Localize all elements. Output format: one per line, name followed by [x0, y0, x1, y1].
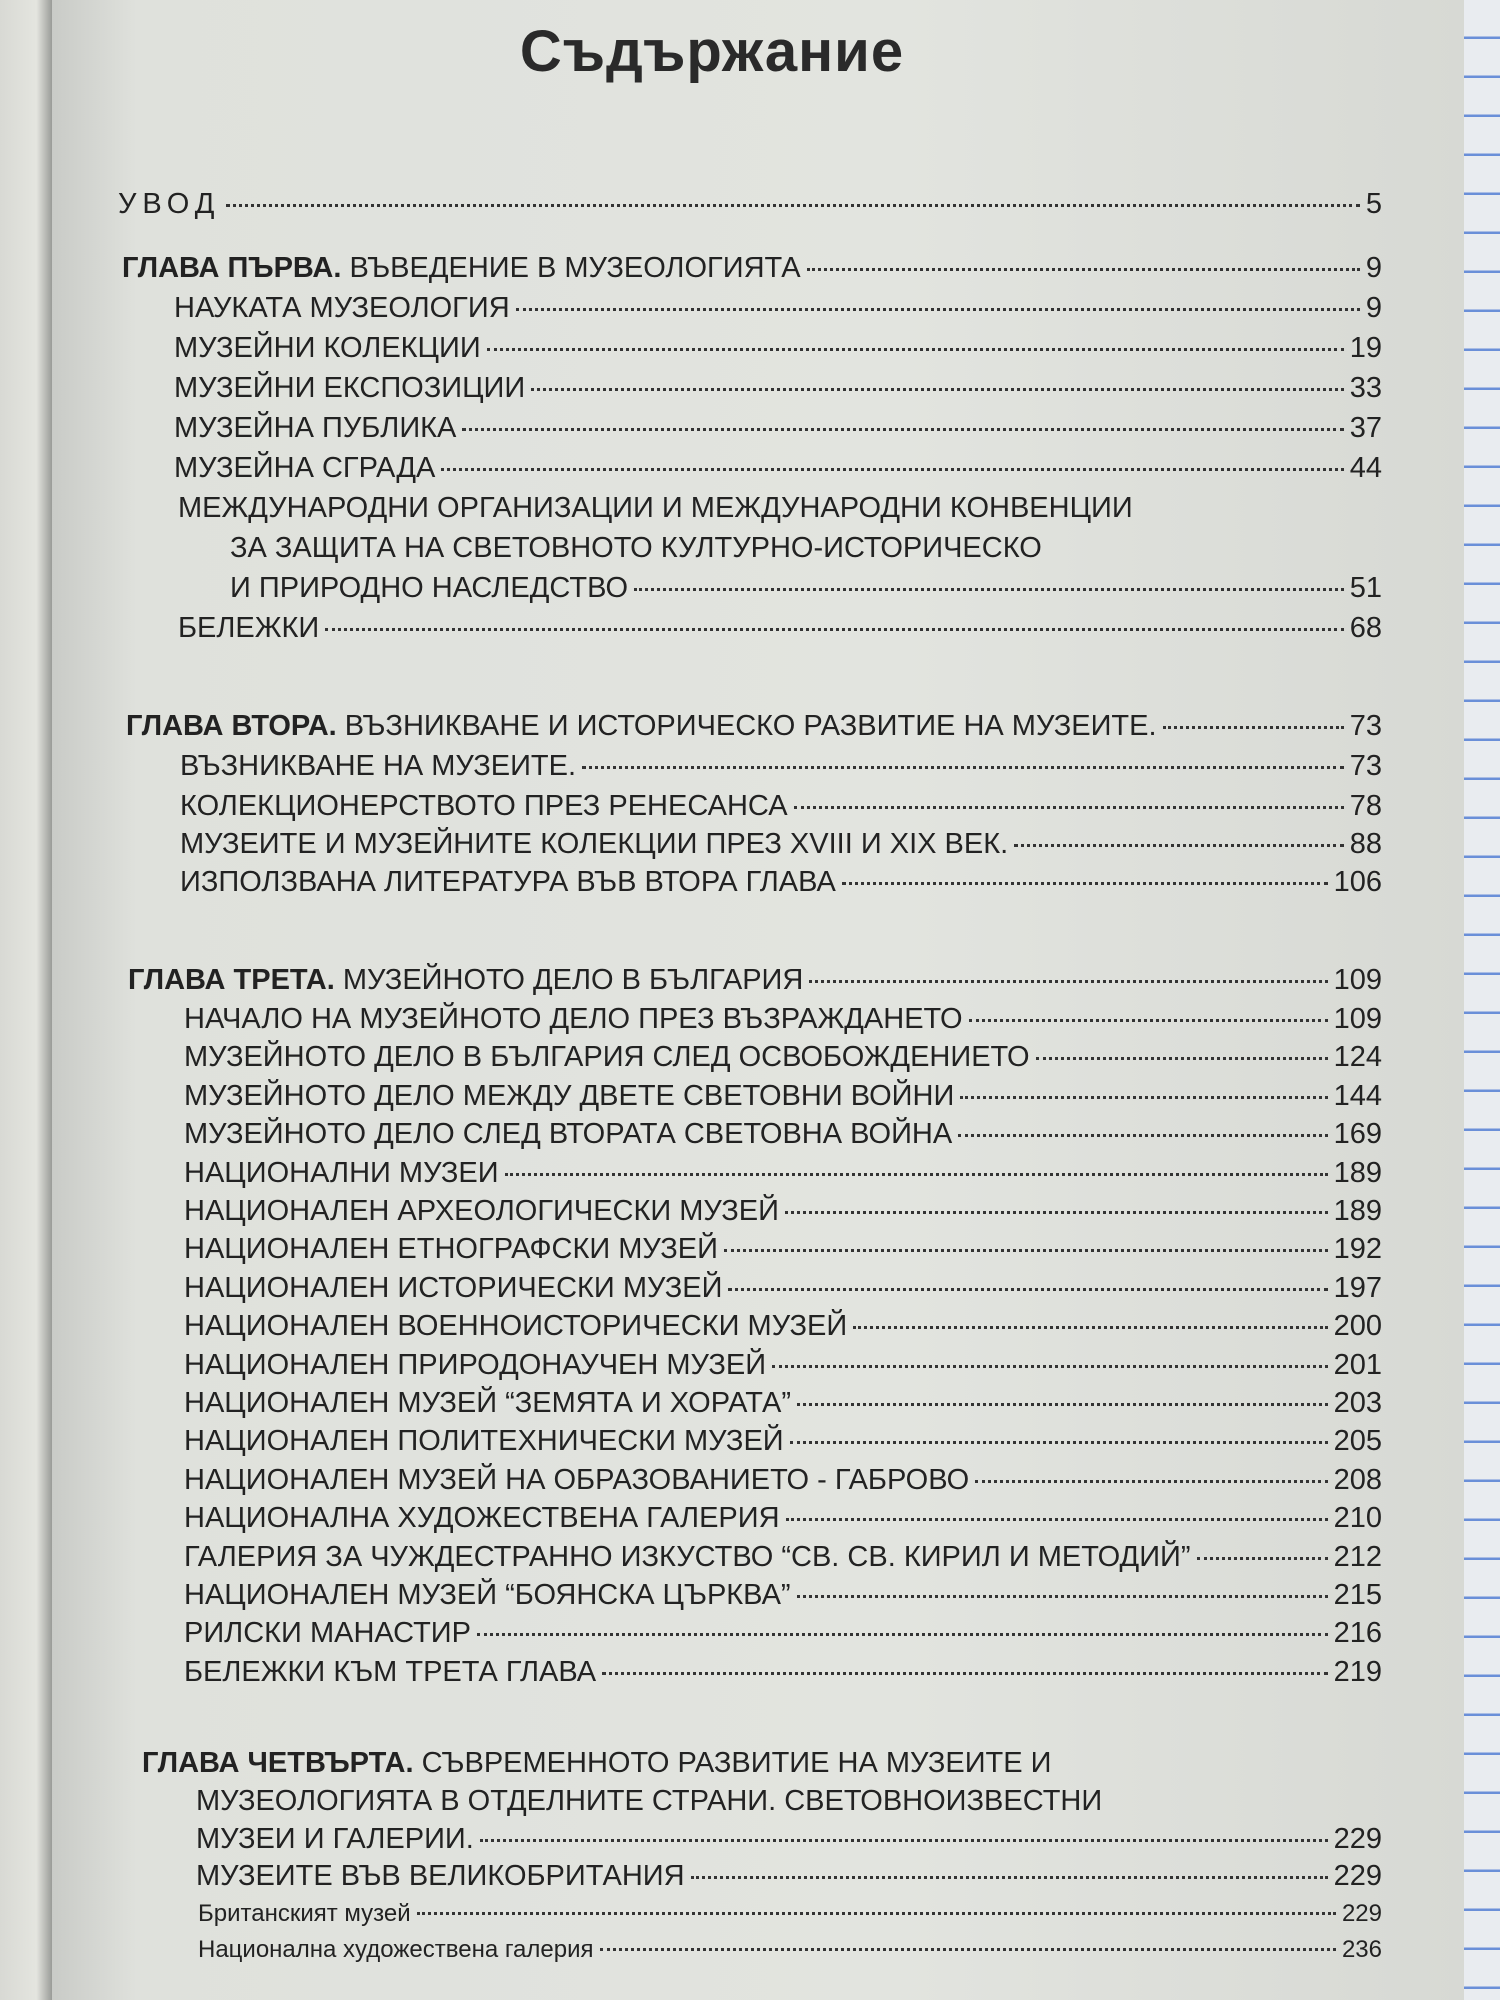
page-number: 229: [1333, 1860, 1382, 1892]
chapter-2-heading: [126, 708, 1382, 744]
dot-leader: [958, 1134, 1327, 1137]
page-number: 229: [1341, 1900, 1382, 1927]
dot-leader: [226, 204, 1359, 207]
dot-leader: [477, 1633, 1328, 1636]
toc-entry: [184, 1423, 1382, 1459]
chapter-number: ГЛАВА ВТОРА.: [126, 710, 337, 742]
page-number: 124: [1333, 1041, 1382, 1074]
entry-label: РИЛСКИ МАНАСТИР: [184, 1617, 471, 1650]
toc-entry: [184, 1347, 1382, 1383]
entry-label: Национална художествена галерия: [198, 1936, 594, 1963]
entry-label: МУЗЕЙНА СГРАДА: [174, 452, 436, 484]
entry-label: НАЦИОНАЛЕН МУЗЕЙ “ЗЕМЯТА И ХОРАТА”: [184, 1387, 791, 1419]
toc-entry: [184, 1078, 1382, 1114]
page-number: 208: [1333, 1463, 1382, 1496]
entry-label: НАЦИОНАЛЕН ЕТНОГРАФСКИ МУЗЕЙ: [184, 1233, 718, 1266]
toc-entry: [184, 1615, 1382, 1651]
entry-label: МУЗЕИ И ГАЛЕРИИ.: [196, 1823, 474, 1855]
dot-leader: [785, 1211, 1328, 1214]
page-number: 192: [1333, 1233, 1382, 1266]
toc-entry: [174, 450, 1382, 486]
dot-leader: [790, 1441, 1328, 1444]
entry-label: И ПРИРОДНО НАСЛЕДСТВО: [230, 572, 629, 604]
page-number: 9: [1365, 292, 1382, 324]
page-number: 212: [1333, 1540, 1382, 1573]
page-number: 215: [1333, 1579, 1382, 1611]
entry-label: УВОД: [118, 188, 221, 220]
toc-entry: [196, 1783, 1446, 1819]
toc-entry: [184, 1577, 1382, 1613]
chapter-number: ГЛАВА ЧЕТВЪРТА.: [142, 1747, 414, 1779]
toc-page: [52, 0, 1464, 2000]
toc-entry: [184, 1193, 1382, 1229]
dot-leader: [724, 1249, 1328, 1252]
page-number: 216: [1333, 1617, 1382, 1650]
entry-label: НАЦИОНАЛЕН ВОЕННОИСТОРИЧЕСКИ МУЗЕЙ: [184, 1310, 848, 1343]
page-number: 73: [1349, 750, 1382, 782]
dot-leader: [809, 980, 1327, 983]
chapter-title: СЪВРЕМЕННОТО РАЗВИТИЕ НА МУЗЕИТЕ И: [413, 1747, 1052, 1779]
entry-label: МУЗЕЙНОТО ДЕЛО МЕЖДУ ДВЕТЕ СВЕТОВНИ ВОЙНИ: [184, 1079, 955, 1112]
dot-leader: [807, 268, 1360, 271]
page-number: 189: [1333, 1195, 1382, 1227]
page-number: 200: [1333, 1310, 1382, 1343]
dot-leader: [691, 1876, 1328, 1879]
toc-entry: [184, 1462, 1382, 1498]
toc-entry: [196, 1858, 1382, 1894]
dot-leader: [462, 428, 1343, 431]
page-title: Съдържание: [519, 19, 905, 84]
toc-entry: [184, 1155, 1382, 1191]
entry-label: НАЦИОНАЛНИ МУЗЕИ: [184, 1156, 499, 1189]
toc-entry: [184, 1500, 1382, 1536]
entry-label: ЗА ЗАЩИТА НА СВЕТОВНОТО КУЛТУРНО-ИСТОРИЧЕСКО: [230, 532, 1042, 564]
entry-label: ГАЛЕРИЯ ЗА ЧУЖДЕСТРАННО ИЗКУСТВО “СВ. СВ. КИРИЛ И МЕТОДИЙ”: [184, 1540, 1191, 1573]
toc-entry: [180, 748, 1382, 784]
entry-label: НАЦИОНАЛЕН МУЗЕЙ “БОЯНСКА ЦЪРКВА”: [184, 1579, 791, 1611]
toc-entry: [198, 1896, 1382, 1932]
toc-entry: [230, 570, 1382, 606]
entry-label: МУЗЕЙНОТО ДЕЛО В БЪЛГАРИЯ СЛЕД ОСВОБОЖДЕНИЕТО: [184, 1041, 1030, 1074]
dot-leader: [794, 806, 1344, 809]
toc-entry: [184, 1116, 1382, 1152]
toc-entry: [178, 490, 1428, 526]
dot-leader: [634, 588, 1344, 591]
page-number: 19: [1349, 332, 1382, 364]
chapter-heading: [142, 1745, 1052, 1781]
dot-leader: [969, 1019, 1328, 1022]
dot-leader: [975, 1480, 1327, 1483]
dot-leader: [602, 1672, 1328, 1675]
page-number: 106: [1333, 866, 1382, 898]
page-number: 68: [1349, 612, 1382, 644]
toc-entry: [174, 410, 1382, 446]
toc-entry: [184, 1270, 1382, 1306]
entry-label: НАЦИОНАЛЕН ИСТОРИЧЕСКИ МУЗЕЙ: [184, 1271, 723, 1304]
page-number: 9: [1365, 252, 1382, 284]
chapter-heading: [126, 708, 1157, 744]
page-number: 169: [1333, 1118, 1382, 1151]
entry-label: Британският музей: [198, 1900, 411, 1927]
dot-leader: [1036, 1057, 1328, 1060]
toc-entry: [230, 530, 1480, 566]
toc-entry: [184, 1654, 1382, 1690]
toc-intro: [118, 186, 1382, 222]
dot-leader: [853, 1326, 1327, 1329]
chapter-title: МУЗЕЙНОТО ДЕЛО В БЪЛГАРИЯ: [334, 964, 804, 996]
page-number: 78: [1349, 790, 1382, 822]
page-number: 37: [1349, 412, 1382, 444]
dot-leader: [516, 308, 1360, 311]
entry-label: НАЦИОНАЛЕН ПРИРОДОНАУЧЕН МУЗЕЙ: [184, 1348, 767, 1381]
dot-leader: [531, 388, 1343, 391]
entry-label: МУЗЕОЛОГИЯТА В ОТДЕЛНИТЕ СТРАНИ. СВЕТОВНОИЗВЕСТНИ: [196, 1785, 1103, 1817]
chapter-1-heading: [122, 250, 1382, 286]
toc-entry: [180, 864, 1382, 900]
notebook-edge: [1464, 0, 1500, 2000]
page-number: 109: [1333, 964, 1382, 996]
entry-label: БЕЛЕЖКИ КЪМ ТРЕТА ГЛАВА: [184, 1655, 597, 1688]
dot-leader: [600, 1948, 1336, 1951]
toc-entry: [180, 826, 1382, 862]
page-number: 197: [1333, 1271, 1382, 1304]
page-number: 205: [1333, 1425, 1382, 1458]
page-number: 201: [1333, 1348, 1382, 1381]
entry-label: МУЗЕИТЕ ВЪВ ВЕЛИКОБРИТАНИЯ: [196, 1860, 685, 1892]
page-number: 88: [1349, 828, 1382, 860]
entry-label: КОЛЕКЦИОНЕРСТВОТО ПРЕЗ РЕНЕСАНСА: [180, 790, 788, 822]
dot-leader: [1197, 1557, 1328, 1560]
toc-entry: [198, 1932, 1382, 1968]
toc-entry: [184, 1231, 1382, 1267]
entry-label: ВЪЗНИКВАНЕ НА МУЗЕИТЕ.: [180, 750, 577, 782]
page-number: 210: [1333, 1502, 1382, 1535]
dot-leader: [786, 1518, 1328, 1521]
toc-entry: [184, 1385, 1382, 1421]
toc-entry: [174, 290, 1382, 326]
entry-label: МУЗЕЙНА ПУБЛИКА: [174, 412, 457, 444]
toc-entry: [174, 330, 1382, 366]
toc-entry: [184, 1539, 1382, 1575]
page-number: 229: [1333, 1823, 1382, 1855]
entry-label: МУЗЕЙНИ КОЛЕКЦИИ: [174, 332, 481, 364]
page-number: 51: [1349, 572, 1382, 604]
dot-leader: [325, 628, 1343, 631]
entry-label: МУЗЕЙНИ ЕКСПОЗИЦИИ: [174, 372, 526, 404]
page-number: 44: [1349, 452, 1382, 484]
toc-entry: [184, 1039, 1382, 1075]
entry-label: НАЦИОНАЛЕН МУЗЕЙ НА ОБРАЗОВАНИЕТО - ГАБРОВО: [184, 1463, 970, 1496]
page-number: 236: [1341, 1936, 1382, 1963]
chapter-4-heading: [142, 1745, 1392, 1781]
adjacent-page-edge: [0, 0, 52, 2000]
toc-entry: [180, 788, 1382, 824]
dot-leader: [960, 1096, 1327, 1099]
toc-entry: [178, 610, 1382, 646]
dot-leader: [772, 1365, 1328, 1368]
dot-leader: [1014, 844, 1344, 847]
page-number: 5: [1365, 188, 1382, 220]
chapter-title: ВЪВЕДЕНИЕ В МУЗЕОЛОГИЯТА: [341, 252, 801, 284]
chapter-heading: [128, 962, 803, 998]
entry-label: НАЧАЛО НА МУЗЕЙНОТО ДЕЛО ПРЕЗ ВЪЗРАЖДАНЕТО: [184, 1003, 963, 1035]
toc-entry: [184, 1001, 1382, 1037]
dot-leader: [728, 1288, 1327, 1291]
toc-entry: [184, 1308, 1382, 1344]
dot-leader: [487, 348, 1344, 351]
dot-leader: [1163, 726, 1344, 729]
dot-leader: [441, 468, 1343, 471]
entry-label: НАЦИОНАЛЕН АРХЕОЛОГИЧЕСКИ МУЗЕЙ: [184, 1195, 779, 1227]
page-number: 33: [1349, 372, 1382, 404]
chapter-3-heading: [128, 962, 1382, 998]
entry-label: БЕЛЕЖКИ: [178, 612, 320, 644]
page-number: 109: [1333, 1003, 1382, 1035]
entry-label: НАЦИОНАЛЕН ПОЛИТЕХНИЧЕСКИ МУЗЕЙ: [184, 1425, 784, 1458]
toc-entry: [196, 1821, 1382, 1857]
entry-label: МЕЖДУНАРОДНИ ОРГАНИЗАЦИИ И МЕЖДУНАРОДНИ КОНВЕНЦИИ: [178, 492, 1133, 524]
toc-entry: [174, 370, 1382, 406]
page-number: 73: [1349, 710, 1382, 742]
page-number: 144: [1333, 1079, 1382, 1112]
entry-label: НАУКАТА МУЗЕОЛОГИЯ: [174, 292, 510, 324]
page-number: 189: [1333, 1156, 1382, 1189]
dot-leader: [505, 1173, 1328, 1176]
entry-label: МУЗЕЙНОТО ДЕЛО СЛЕД ВТОРАТА СВЕТОВНА ВОЙНА: [184, 1118, 953, 1151]
dot-leader: [797, 1403, 1328, 1406]
chapter-number: ГЛАВА ПЪРВА.: [122, 252, 342, 284]
dot-leader: [582, 766, 1344, 769]
dot-leader: [417, 1912, 1336, 1915]
dot-leader: [480, 1839, 1328, 1842]
entry-label: ИЗПОЛЗВАНА ЛИТЕРАТУРА ВЪВ ВТОРА ГЛАВА: [180, 866, 836, 898]
chapter-title: ВЪЗНИКВАНЕ И ИСТОРИЧЕСКО РАЗВИТИЕ НА МУЗЕИТЕ.: [336, 710, 1157, 742]
chapter-heading: [122, 250, 801, 286]
page-number: 219: [1333, 1655, 1382, 1688]
entry-label: НАЦИОНАЛНА ХУДОЖЕСТВЕНА ГАЛЕРИЯ: [184, 1502, 780, 1535]
dot-leader: [797, 1595, 1328, 1598]
entry-label: МУЗЕИТЕ И МУЗЕЙНИТЕ КОЛЕКЦИИ ПРЕЗ XVIII И XIX ВЕК.: [180, 828, 1009, 860]
dot-leader: [842, 882, 1328, 885]
chapter-number: ГЛАВА ТРЕТА.: [128, 964, 335, 996]
page-number: 203: [1333, 1387, 1382, 1419]
table-of-contents: [52, 0, 1464, 2000]
